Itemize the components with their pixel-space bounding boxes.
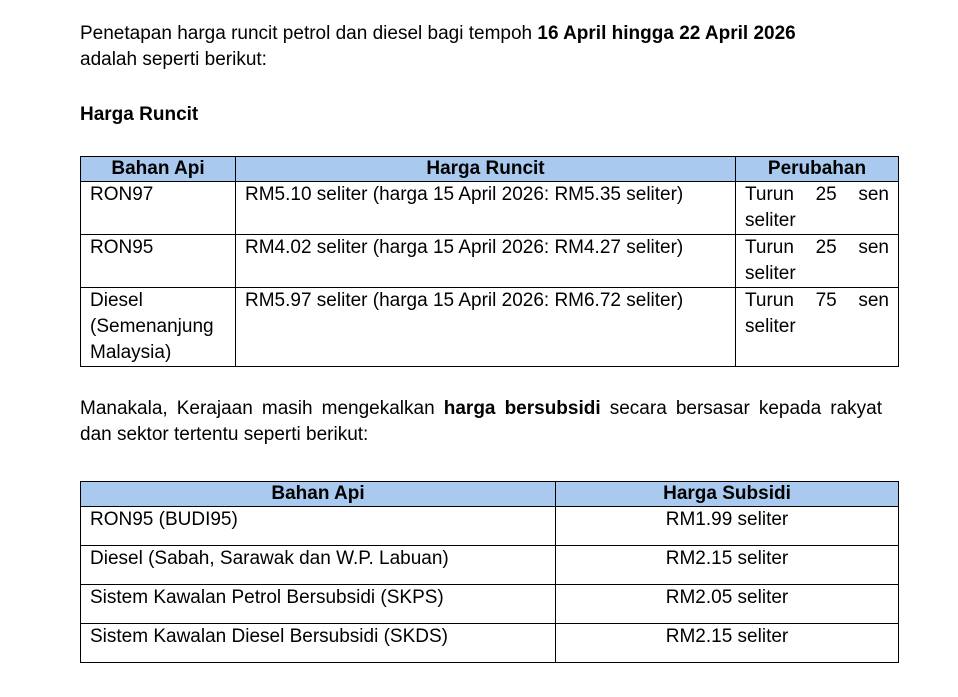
fuel-cell: RON95 <box>81 235 236 288</box>
subsidy-price-cell: RM2.05 seliter <box>556 585 899 624</box>
change-amount: 25 <box>815 237 837 258</box>
subsidy-text: Manakala, Kerajaan masih mengekalkan <box>80 398 444 419</box>
fuel-cell: RON95 (BUDI95) <box>81 507 556 546</box>
change-cell <box>736 235 899 288</box>
change-word: Turun <box>745 290 794 311</box>
change-amount: 25 <box>815 184 837 205</box>
change-per: seliter <box>745 263 796 284</box>
subsidy-price-cell: RM2.15 seliter <box>556 546 899 585</box>
fuel-line: (Semenanjung <box>90 316 214 337</box>
table-row <box>81 546 899 585</box>
table-row <box>81 507 899 546</box>
intro-text-end: adalah seperti berikut: <box>80 49 267 70</box>
fuel-line: Malaysia) <box>90 342 172 363</box>
price-cell: RM5.97 seliter (harga 15 April 2026: RM6.72 seliter) <box>236 288 736 367</box>
table-row <box>81 585 899 624</box>
table-header-row <box>81 482 899 507</box>
intro-period: 16 April hingga 22 April 2026 <box>537 23 796 44</box>
table-row <box>81 182 899 235</box>
change-word: Turun <box>745 184 794 205</box>
fuel-cell: Sistem Kawalan Petrol Bersubsidi (SKPS) <box>81 585 556 624</box>
column-header-subsidy-price: Harga Subsidi <box>556 482 899 507</box>
fuel-cell: Diesel (Sabah, Sarawak dan W.P. Labuan) <box>81 546 556 585</box>
subsidy-paragraph <box>80 396 882 448</box>
retail-price-table <box>80 156 899 367</box>
price-cell: RM5.10 seliter (harga 15 April 2026: RM5.35 seliter) <box>236 182 736 235</box>
change-per: seliter <box>745 316 796 337</box>
document-page <box>80 21 898 647</box>
intro-paragraph <box>80 21 898 73</box>
subsidy-bold: harga bersubsidi <box>443 398 601 419</box>
table-header-row <box>81 157 899 182</box>
fuel-line: Diesel <box>90 290 143 311</box>
change-unit: sen <box>858 290 889 311</box>
column-header-price: Harga Runcit <box>236 157 736 182</box>
column-header-change: Perubahan <box>736 157 899 182</box>
subsidy-text-end: secara bersasar kepada rakyat dan sektor tertentu seperti berikut: <box>80 398 883 445</box>
subsidy-price-table <box>80 481 899 663</box>
change-amount: 75 <box>815 290 837 311</box>
change-word: Turun <box>745 237 794 258</box>
change-per: seliter <box>745 210 796 231</box>
column-header-fuel: Bahan Api <box>81 482 556 507</box>
change-unit: sen <box>858 237 889 258</box>
price-cell: RM4.02 seliter (harga 15 April 2026: RM4.27 seliter) <box>236 235 736 288</box>
subsidy-price-cell: RM2.15 seliter <box>556 624 899 663</box>
fuel-cell <box>81 288 236 367</box>
change-cell <box>736 288 899 367</box>
fuel-cell: RON97 <box>81 182 236 235</box>
column-header-fuel: Bahan Api <box>81 157 236 182</box>
table-row <box>81 235 899 288</box>
section-title: Harga Runcit <box>80 104 199 125</box>
table-row <box>81 288 899 367</box>
fuel-cell: Sistem Kawalan Diesel Bersubsidi (SKDS) <box>81 624 556 663</box>
change-cell <box>736 182 899 235</box>
subsidy-price-cell: RM1.99 seliter <box>556 507 899 546</box>
change-unit: sen <box>858 184 889 205</box>
intro-text: Penetapan harga runcit petrol dan diesel bagi tempoh <box>80 23 538 44</box>
table-row <box>81 624 899 663</box>
